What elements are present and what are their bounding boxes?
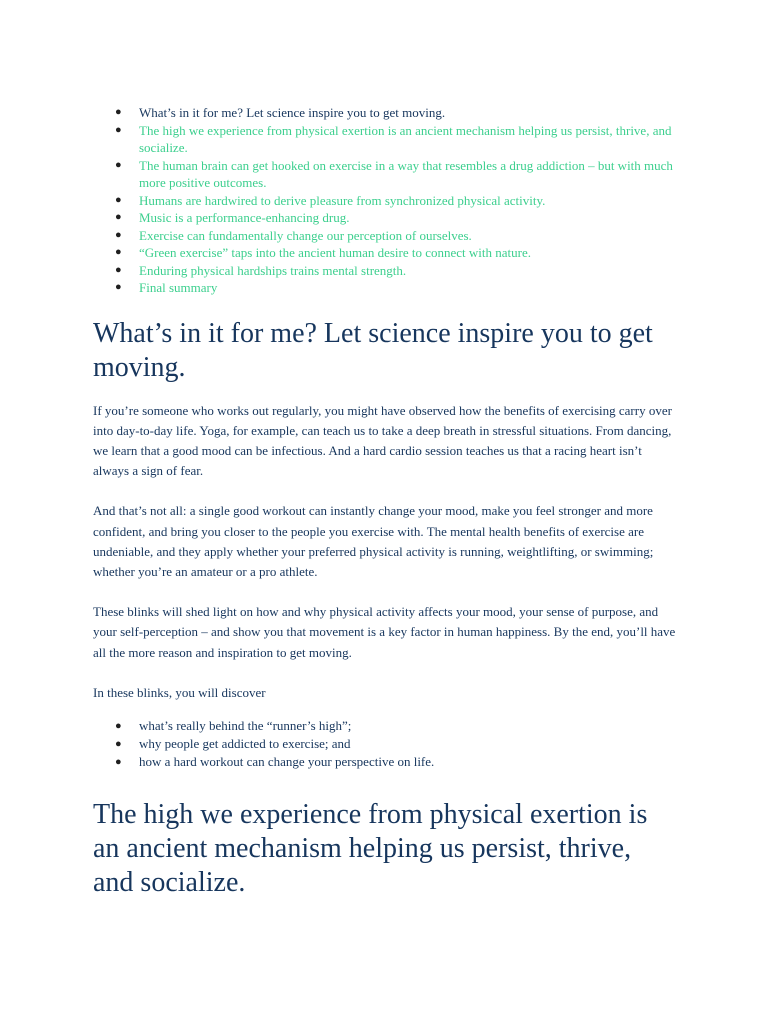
document-page <box>93 104 678 900</box>
table-of-contents <box>93 104 678 297</box>
list-item-label: what’s really behind the “runner’s high”; <box>139 717 352 733</box>
section-heading: The high we experience from physical exertion is an ancient mechanism helping us persist, thrive, and socialize. <box>93 798 648 898</box>
toc-item[interactable] <box>93 262 678 280</box>
bullet-icon: ● <box>115 158 122 171</box>
toc-item-label: Exercise can fundamentally change our perception of ourselves. <box>139 227 472 243</box>
body-paragraph: And that’s not all: a single good workout can instantly change your mood, make you feel stronger and more confident, and bring you closer to the people you exercise with. The mental health benefits of exercise are undeniable, and they apply whether your preferred physical activity is running, weightlifting, or swimming; whether you’re an amateur or a pro athlete. <box>93 503 654 579</box>
bullet-icon: ● <box>115 737 122 750</box>
bullet-icon: ● <box>115 246 122 258</box>
bullet-icon: ● <box>115 281 122 293</box>
body-paragraph: These blinks will shed light on how and why physical activity affects your mood, your sense of purpose, and your self-perception – and show you that movement is a key factor in human happiness. By the end, you’ll have all the more reason and inspiration to get moving. <box>93 604 676 660</box>
bullet-icon: ● <box>115 263 122 276</box>
bullet-icon: ● <box>115 719 122 732</box>
toc-item[interactable] <box>93 157 678 192</box>
toc-item-label: Enduring physical hardships trains mental strength. <box>139 262 407 278</box>
toc-item-label: Music is a performance-enhancing drug. <box>139 210 350 225</box>
toc-item[interactable] <box>93 104 678 122</box>
list-item <box>93 735 678 753</box>
toc-item[interactable] <box>93 279 678 297</box>
toc-item-label: The high we experience from physical exertion is an ancient mechanism helping us persist, thrive, and socialize. <box>139 122 672 155</box>
toc-item-label: The human brain can get hooked on exercise in a way that resembles a drug addiction – but with much more positive outcomes. <box>139 157 673 190</box>
bullet-icon: ● <box>115 123 122 136</box>
toc-item[interactable] <box>93 209 678 227</box>
discover-list <box>93 717 678 771</box>
bullet-icon: ● <box>115 228 122 241</box>
section-heading: What’s in it for me? Let science inspire you to get moving. <box>93 317 653 383</box>
toc-item-label: What’s in it for me? Let science inspire you to get moving. <box>139 105 446 120</box>
list-item-label: why people get addicted to exercise; and <box>139 735 351 751</box>
toc-item[interactable] <box>93 122 678 157</box>
body-paragraph: If you’re someone who works out regularly, you might have observed how the benefits of exercising carry over into day-to-day life. Yoga, for example, can teach us to take a deep breath in stressful situations. From dancing, we learn that a good mood can be infectious. And a hard cardio session teaches us that a racing heart isn’t always a sign of fear. <box>93 402 672 479</box>
bullet-icon: ● <box>115 755 122 768</box>
list-item-label: how a hard workout can change your perspective on life. <box>139 753 435 769</box>
list-item <box>93 753 678 771</box>
toc-item[interactable] <box>93 244 678 262</box>
toc-item-label: Humans are hardwired to derive pleasure from synchronized physical activity. <box>139 192 546 208</box>
toc-item-label: “Green exercise” taps into the ancient human desire to connect with nature. <box>139 245 532 260</box>
toc-item[interactable] <box>93 227 678 245</box>
toc-item-label: Final summary <box>139 280 218 295</box>
bullet-icon: ● <box>115 211 122 223</box>
bullet-icon: ● <box>115 106 122 118</box>
list-item <box>93 717 678 735</box>
toc-item[interactable] <box>93 192 678 210</box>
bullet-icon: ● <box>115 193 122 206</box>
body-paragraph: In these blinks, you will discover <box>93 684 266 700</box>
